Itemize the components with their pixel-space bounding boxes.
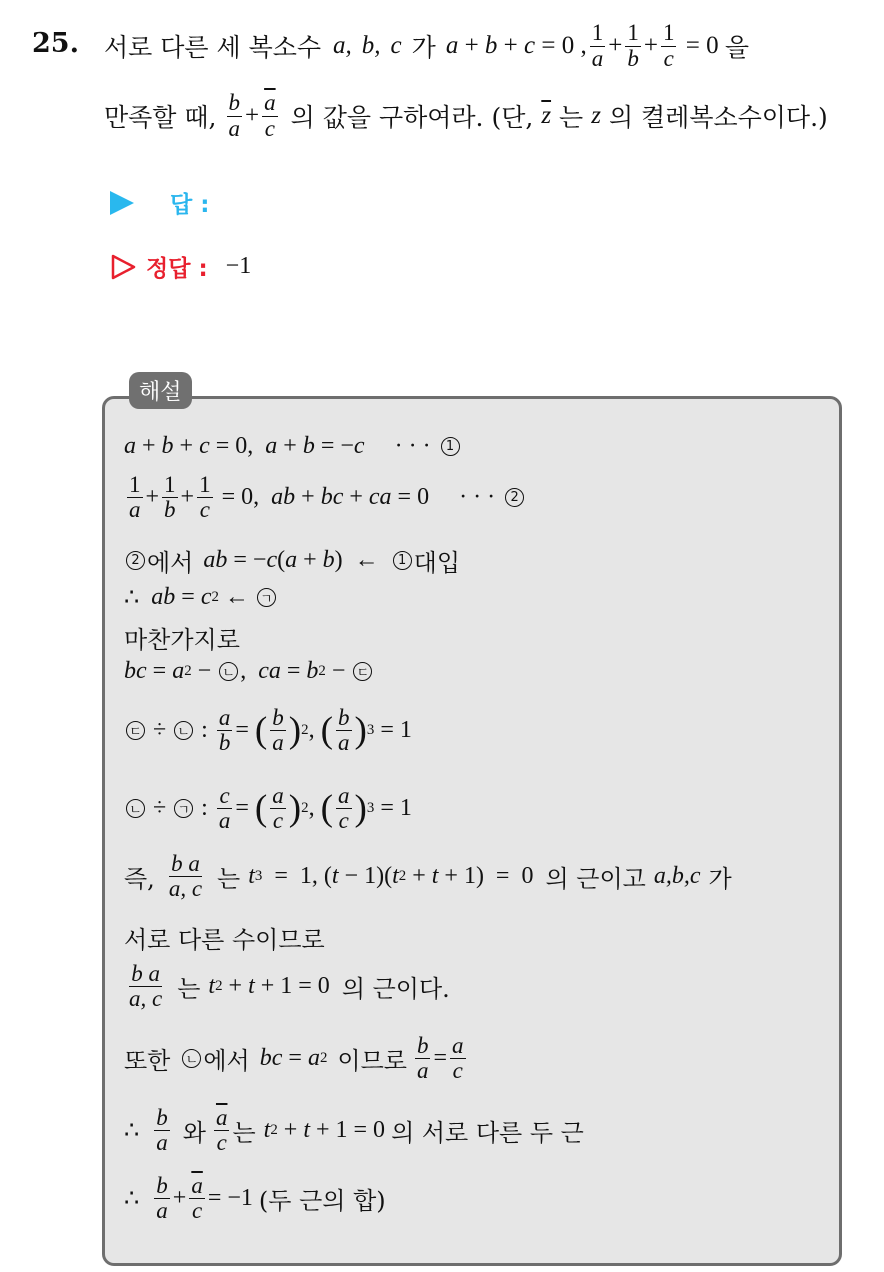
solution-text: 에서 [147,549,194,577]
fraction: $\frac{\text{b a}}{a, c}$ [129,961,163,1012]
fraction: $\frac{1}{b}$ [627,20,639,71]
solution-line: ∴ ab = c 2 ← ㄱ [124,583,278,612]
solution-text: 는 [217,865,241,894]
circled-nieun-icon: ㄴ [126,799,145,818]
solution-line: ∴ $\frac{b}{a}$ + $\frac{\overline{a}}{c}$ = −1 (두 근의 합) [124,1173,386,1224]
solution-text: 이므로 [337,1047,407,1076]
fraction: $\frac{a}{b}$ [218,705,231,756]
solution-line [124,920,325,955]
solution-text: (두 근의 합) [258,1187,386,1216]
question-text: 의 값을 구하여라. (단, [290,103,534,132]
circled-digeut-icon: ㄷ [126,721,145,740]
solution-line: ㄴ ÷ ㄱ : $\frac{c}{a}$ = ( $\frac{a}{c}$ ) 2 , ( $\frac{a}{c}$ ) 3 = 1 [124,784,412,833]
answer-label: 답 : [170,192,210,218]
solution-line: 즉, $\frac{\text{b a}}{a, c}$ 는 t 3 = 1, ( t − 1)( t 2 + t + 1) = 0 의 근이고 a,b,c 가 [124,851,732,902]
question-number: 25. [32,28,79,59]
solution-text: 대입 [413,549,461,577]
fraction: $\frac{b}{a}$ [338,705,350,756]
fraction: $\frac{\overline{a}}{c}$ [264,90,276,141]
fraction: $\frac{a}{c}$ [452,1033,464,1084]
fraction: $\frac{b}{a}$ [272,705,284,756]
question-text: 서로 다른 세 복소수 [104,33,322,62]
solution-text: 의 근이고 [545,865,646,894]
solution-text: 는 [232,1119,256,1148]
fraction: $\frac{b}{a}$ [416,1033,429,1084]
question-text: 의 켤레복소수이다.) [608,103,828,132]
fraction: $\frac{b}{a}$ [156,1173,168,1224]
fraction: $\frac{1}{c}$ [199,472,211,523]
correct-answer-row [110,250,251,283]
outline-arrow-icon [110,254,136,280]
fraction: $\frac{\text{b a}}{a, c}$ [168,851,203,902]
fraction: $\frac{\overline{a}}{c}$ [191,1173,203,1224]
circled-giyeok-icon: ㄱ [174,799,193,818]
solution-line: $\frac{\text{b a}}{a, c}$ 는 t 2 + t + 1 = 0 의 근이다. [129,961,450,1012]
question-text: 만족할 때, [104,103,217,132]
solution-text: 마찬가지로 [124,626,240,654]
solution-text: 즉, [124,865,155,894]
solution-text: 의 서로 다른 두 근 [391,1119,584,1148]
circled-2-icon: 2 [126,551,145,570]
solution-line: ∴ $\frac{b}{a}$ 와 $\frac{\overline{a}}{c}$ 는 t 2 + t + 1 = 0 의 서로 다른 두 근 [124,1105,584,1156]
circled-nieun-icon: ㄴ [182,1049,201,1068]
solution-text: 와 [182,1119,206,1148]
circled-giyeok-icon: ㄱ [257,588,276,607]
fraction: $\frac{b}{a}$ [228,90,240,141]
solution-text: 는 [177,975,201,1004]
play-arrow-icon [110,191,134,215]
circled-nieun-icon: ㄴ [219,662,238,681]
question-line-1: 서로 다른 세 복소수 a, b, c 가 a + b + c = 0 , $\frac{1}{a}$ + $\frac{1}{b}$ + $\frac{1}{c}$ = 0 을 [104,20,749,71]
fraction: $\frac{a}{c}$ [272,783,284,834]
solution-tab: 해설 [129,372,192,409]
fraction: $\frac{1}{c}$ [662,20,675,71]
solution-line: 2 에서 ab = − c ( a + b ) ← 1 대입 [124,543,460,578]
fraction: $\frac{a}{c}$ [338,783,350,834]
solution-text: 가 [708,865,732,894]
fraction: $\frac{1}{a}$ [591,20,604,71]
answer-row [110,186,209,219]
correct-answer-label: 정답 : [146,256,208,282]
circled-2-icon: 2 [505,488,524,507]
circled-1-icon: 1 [393,551,412,570]
solution-line: ㄷ ÷ ㄴ : $\frac{a}{b}$ = ( $\frac{b}{a}$ ) 2 , ( $\frac{b}{a}$ ) 3 = 1 [124,706,412,755]
correct-answer-value: −1 [225,253,252,279]
solution-line: 또한 ㄴ 에서 bc = a 2 이므로 $\frac{b}{a}$ = $\frac{a}{c}$ [124,1033,464,1084]
solution-text: 의 근이다. [341,975,450,1004]
solution-text: 서로 다른 수이므로 [124,926,325,954]
question-text: 을 [724,33,749,62]
circled-digeut-icon: ㄷ [353,662,372,681]
solution-line [124,620,240,655]
solution-line: $\frac{1}{a}$ + $\frac{1}{b}$ + $\frac{1}{c}$ = 0, ab + bc + ca = 0 · · · 2 [124,473,526,522]
fraction: $\frac{1}{a}$ [129,472,141,523]
solution-text: 또한 [124,1047,171,1076]
solution-line: a + b + c = 0, a + b = − c · · · 1 [124,433,462,460]
question-line-2: 만족할 때, $\frac{b}{a}$ + $\frac{\overline{a}}{c}$ 의 값을 구하여라. (단, $\overline{z}$ 는 z 의 켤레복소수이다.) [104,90,828,141]
solution-line: bc = a 2 − ㄴ , ca = b 2 − ㄷ [124,658,374,685]
fraction: $\frac{c}{a}$ [218,783,231,834]
fraction: $\frac{\overline{a}}{c}$ [215,1105,228,1156]
question-text: 는 [559,103,584,132]
question-text: 가 [411,33,436,62]
circled-nieun-icon: ㄴ [174,721,193,740]
fraction: $\frac{1}{b}$ [164,472,176,523]
fraction: $\frac{b}{a}$ [156,1105,168,1156]
solution-text: 에서 [203,1047,250,1076]
circled-1-icon: 1 [441,437,460,456]
